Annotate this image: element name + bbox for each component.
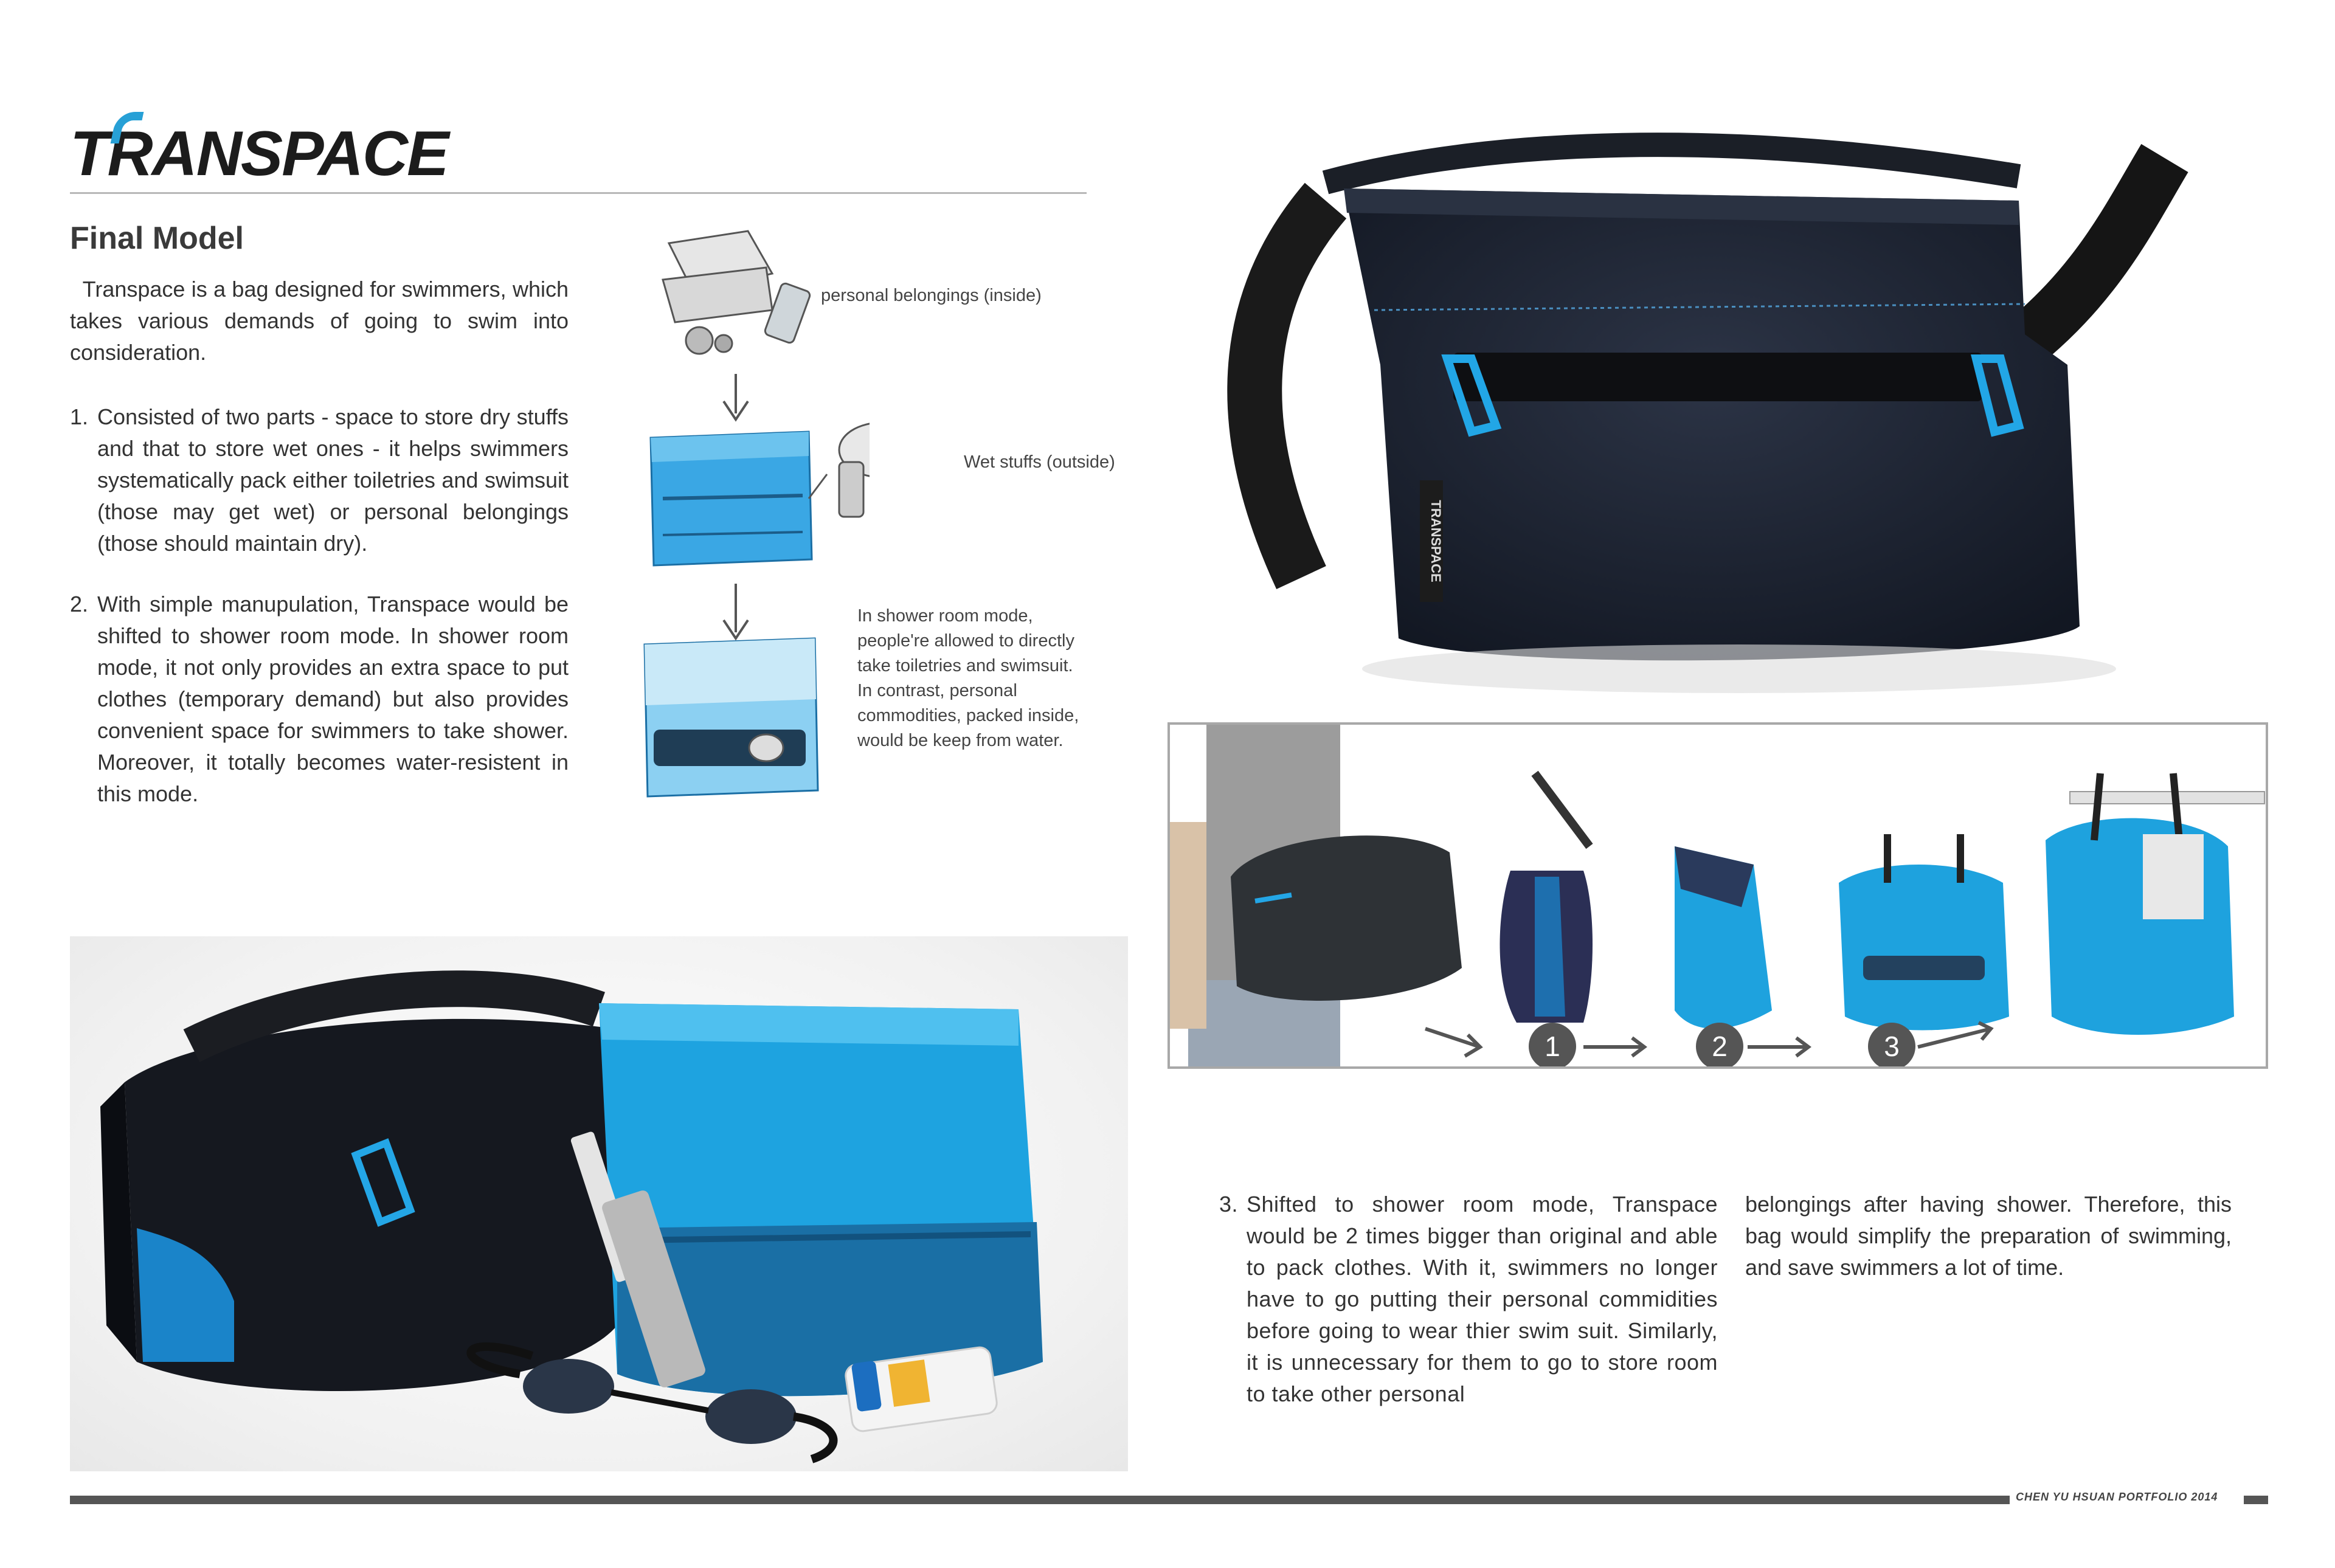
belongings-sketch-icon — [663, 231, 811, 354]
point-2 — [70, 589, 569, 810]
point-text: Consisted of two parts - space to store dry stuffs and that to store wet ones - it helps swimmers systematically pack either toiletries and swimsuit (those may get wet) or personal belongings (those should maintain dry). — [97, 404, 569, 556]
footer-credit: CHEN YU HSUAN PORTFOLIO 2014 — [2016, 1491, 2218, 1503]
logo-wordmark: TR ANSPACE — [70, 119, 448, 189]
messenger-bag-icon — [1180, 103, 2286, 717]
page-title: Final Model — [70, 221, 244, 256]
point-text: Shifted to shower room mode, Transpace would be 2 times bigger than original and able to pack clothes. With it, swimmers no longer have to go putting their personal commidities before going to wear thier swim suit. Similarly, it is unnecessary for them to go to store room to take other personal — [1247, 1192, 1718, 1406]
footer-bar — [70, 1496, 2010, 1504]
wet-stuffs-sketch-icon — [839, 423, 870, 517]
step-3-badge: 3 — [1868, 1023, 1915, 1069]
step-1-bag-icon — [1500, 773, 1593, 1023]
intro-paragraph: Transpace is a bag designed for swimmers, which takes various demands of going to swim into consideration. — [70, 277, 569, 365]
bag-label: TRANSPACE — [1428, 500, 1444, 582]
bag-photo-closed — [1180, 103, 2286, 717]
inner-bag-sketch-icon — [651, 432, 812, 565]
footer-bar-end — [2244, 1496, 2268, 1504]
point-number: 3. — [1219, 1192, 1239, 1217]
point-3-continued: belongings after having shower. Therefore, this bag would simplify the preparation of swimming, and save swimmers a lot of time. — [1745, 1192, 2232, 1280]
arrow-down-icon — [724, 374, 748, 420]
note-outside: Wet stuffs (outside) — [964, 452, 1115, 472]
point-3 — [1219, 1189, 1718, 1410]
logo — [70, 120, 448, 187]
open-bag-icon — [70, 936, 1128, 1471]
bag-photo-open — [70, 936, 1128, 1471]
arrow-right-icon — [1748, 1038, 1808, 1056]
step-3-bag-icon — [1839, 834, 2009, 1031]
step-2-badge: 2 — [1696, 1023, 1743, 1069]
person-with-bag-icon — [1170, 725, 1462, 1069]
arrow-right-icon — [1425, 1029, 1480, 1056]
note-inside: personal belongings (inside) — [821, 286, 1042, 305]
transformation-steps — [1168, 722, 2268, 1069]
point-text: With simple manupulation, Transpace would be shifted to shower room mode. In shower room mode, it not only provides an extra space to put clothes (temporary demand) but also provides convenient space for swimmers to take shower. Moreover, it totally becomes water-resistent in this mode. — [97, 592, 569, 806]
point-number: 2. — [70, 592, 89, 616]
shower-mode-sketch-icon — [645, 638, 818, 796]
arrow-down-icon — [724, 584, 748, 638]
shower-rack-bag-icon — [2046, 773, 2264, 1035]
step-2-bag-icon — [1675, 846, 1772, 1029]
point-1 — [70, 401, 569, 559]
steps-illustration — [1170, 725, 2268, 1069]
arrow-right-icon — [1583, 1038, 1644, 1056]
logo-r-mark: R — [108, 120, 152, 187]
header-rule — [70, 192, 1087, 194]
point-number: 1. — [70, 404, 89, 429]
step-1-badge: 1 — [1529, 1023, 1576, 1069]
note-shower-mode: In shower room mode, people're allowed to directly take toiletries and swimsuit. In contrast, personal commodities, packed inside, would be keep from water. — [857, 606, 1079, 750]
